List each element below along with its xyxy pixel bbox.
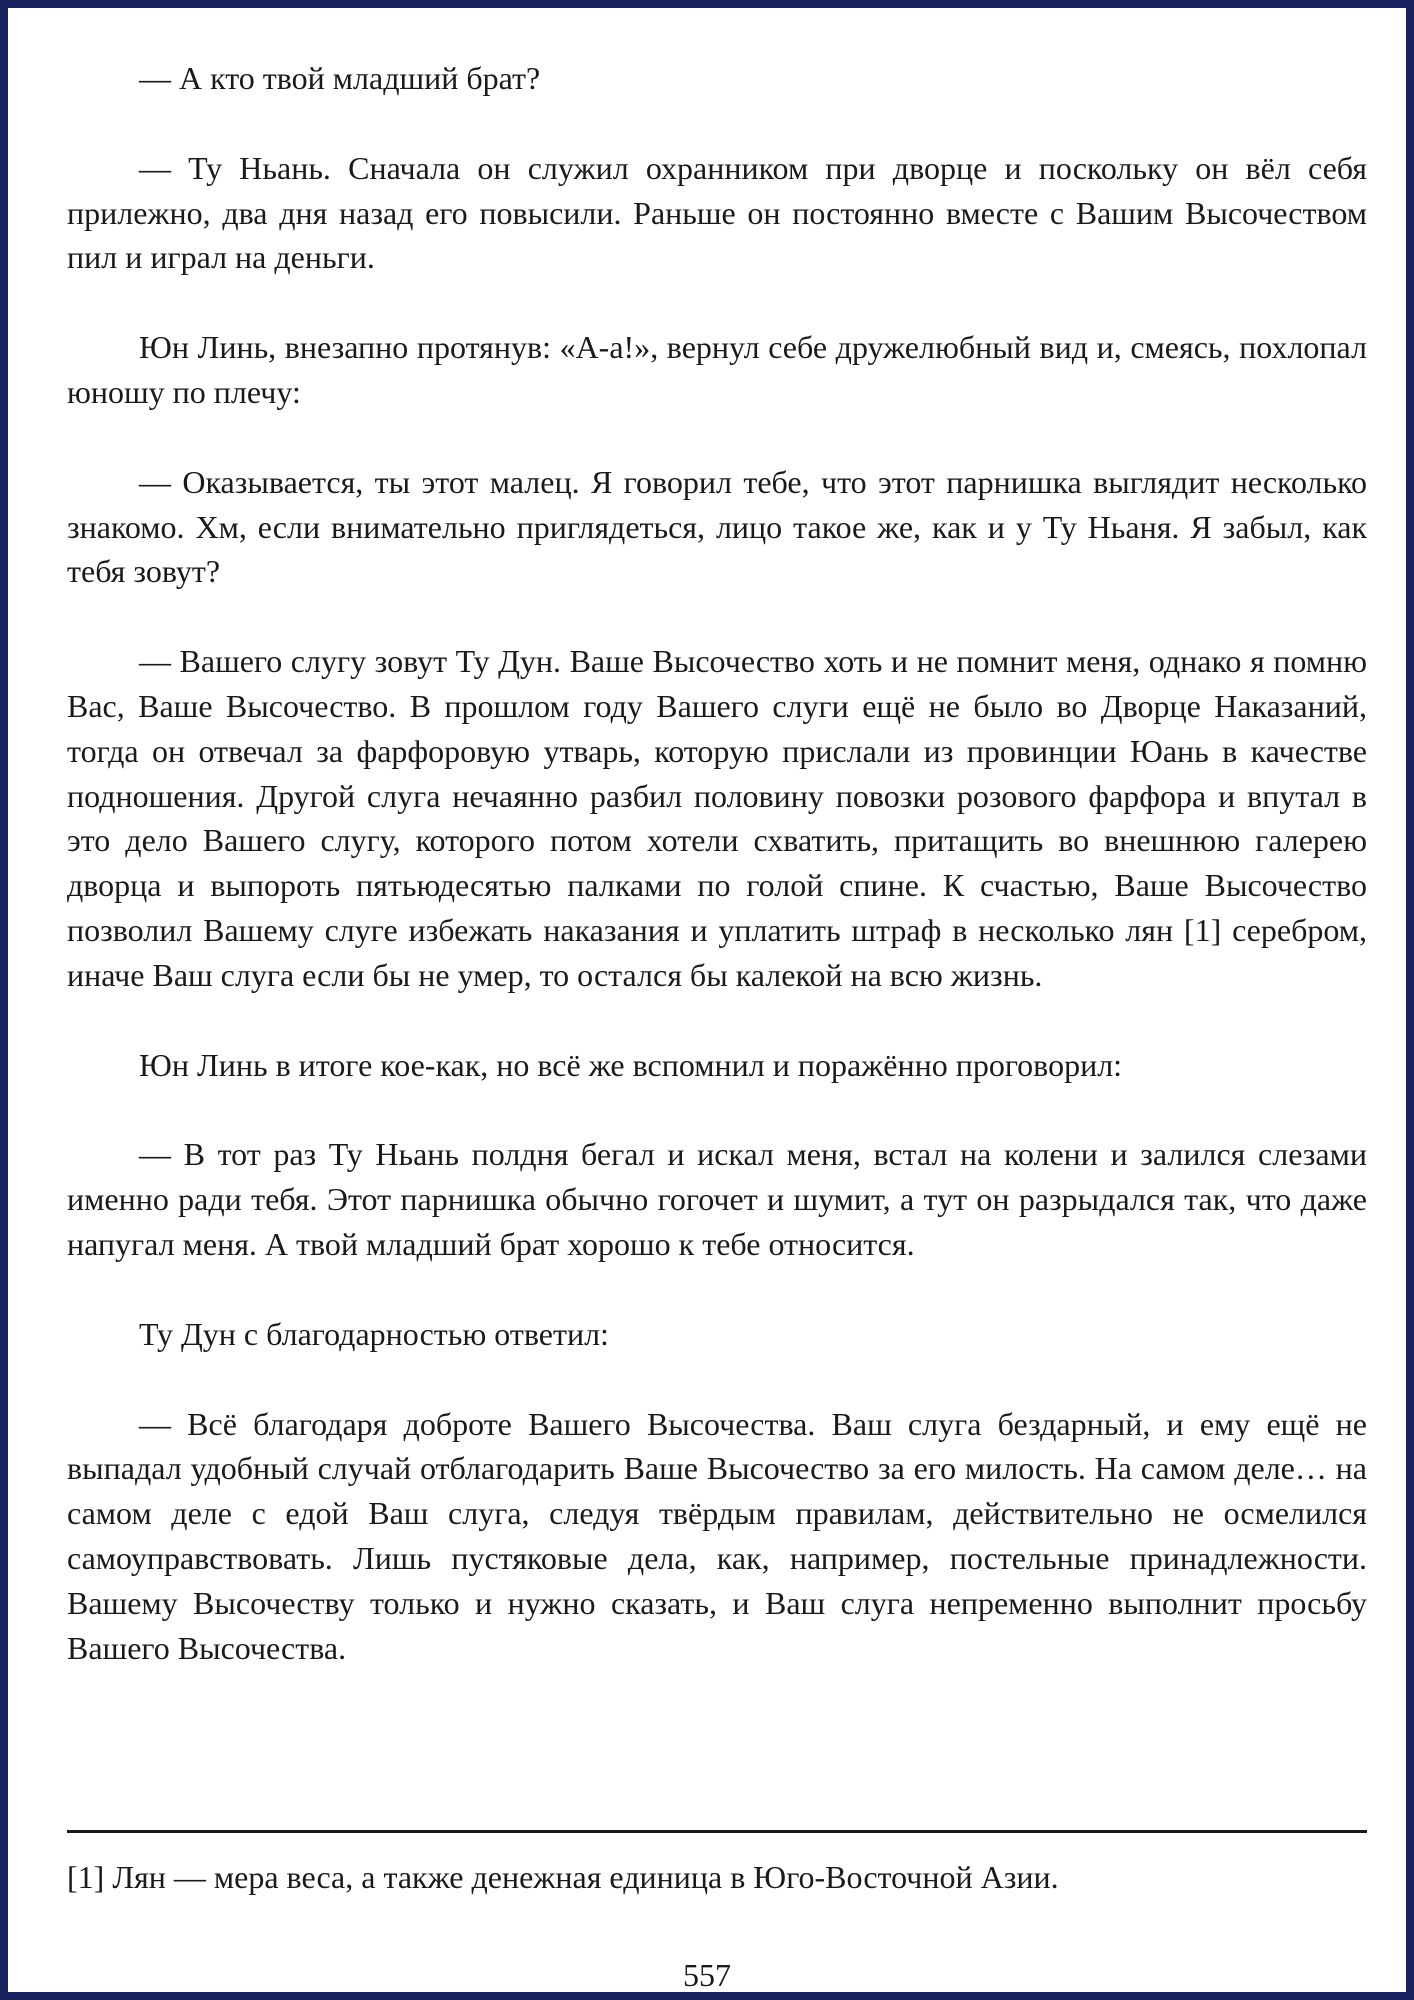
paragraph: — Оказывается, ты этот малец. Я говорил тебе, что этот парнишка выглядит несколько знакомо. Хм, если внимательно приглядеться, лицо такое же, как и у Ту Ньаня. Я забыл, как тебя зовут? (67, 463, 1367, 590)
paragraph: — Ту Ньань. Сначала он служил охранником при дворце и поскольку он вёл себя прилежно, два дня назад его повысили. Раньше он постоянно вместе с Вашим Высочеством пил и играл на деньги. (67, 149, 1367, 276)
main-text (67, 56, 1367, 1715)
paragraph: Юн Линь в итоге кое-как, но всё же вспомнил и поражённо проговорил: (139, 1046, 1123, 1083)
paragraph: — А кто твой младший брат? (139, 60, 541, 96)
paragraph: Юн Линь, внезапно протянув: «А-а!», вернул себе дружелюбный вид и, смеясь, похлопал юношу по плечу: (67, 329, 1367, 410)
paragraph: Ту Дун с благодарностью ответил: (139, 1315, 609, 1352)
page-number: 557 (683, 1957, 731, 1993)
footnote: [1] Лян — мера веса, а также денежная единица в Юго-Восточной Азии. (67, 1859, 1059, 1895)
paragraph: — Вашего слугу зовут Ту Дун. Ваше Высочество хоть и не помнит меня, однако я помню Вас, Ваше Высочество. В прошлом году Вашего слуги ещё не было во Дворце Наказаний, тогда он отвечал за фарфоровую утварь, которую прислали из провинции Юань в качестве подношения. Другой слуга нечаянно разбил половину повозки розового фарфора и впутал в это дело Вашего слугу, которого потом хотели схватить, притащить во внешнюю галерею дворца и выпороть пятьюдесятью палками по голой спине. К счастью, Ваше Высочество позволил Вашему слуге избежать наказания и уплатить штраф в несколько лян [1] серебром, иначе Ваш слуга если бы не умер, то остался бы калекой на всю жизнь. (67, 643, 1367, 993)
paragraph: — В тот раз Ту Ньань полдня бегал и искал меня, встал на колени и залился слезами именно ради тебя. Этот парнишка обычно гогочет и шумит, а тут он разрыдался так, что даже напугал меня. А твой младший брат хорошо к тебе относится. (67, 1136, 1367, 1262)
paragraph: — Всё благодаря доброте Вашего Высочества. Ваш слуга бездарный, и ему ещё не выпадал удобный случай отблагодарить Ваше Высочество за его милость. На самом деле… на самом деле с едой Ваш слуга, следуя твёрдым правилам, действительно не осмелился самоуправствовать. Лишь пустяковые дела, как, например, постельные принадлежности. Вашему Высочеству только и нужно сказать, и Ваш слуга непременно выполнит просьбу Вашего Высочества. (67, 1405, 1367, 1666)
footnote-divider (67, 1830, 1367, 1833)
